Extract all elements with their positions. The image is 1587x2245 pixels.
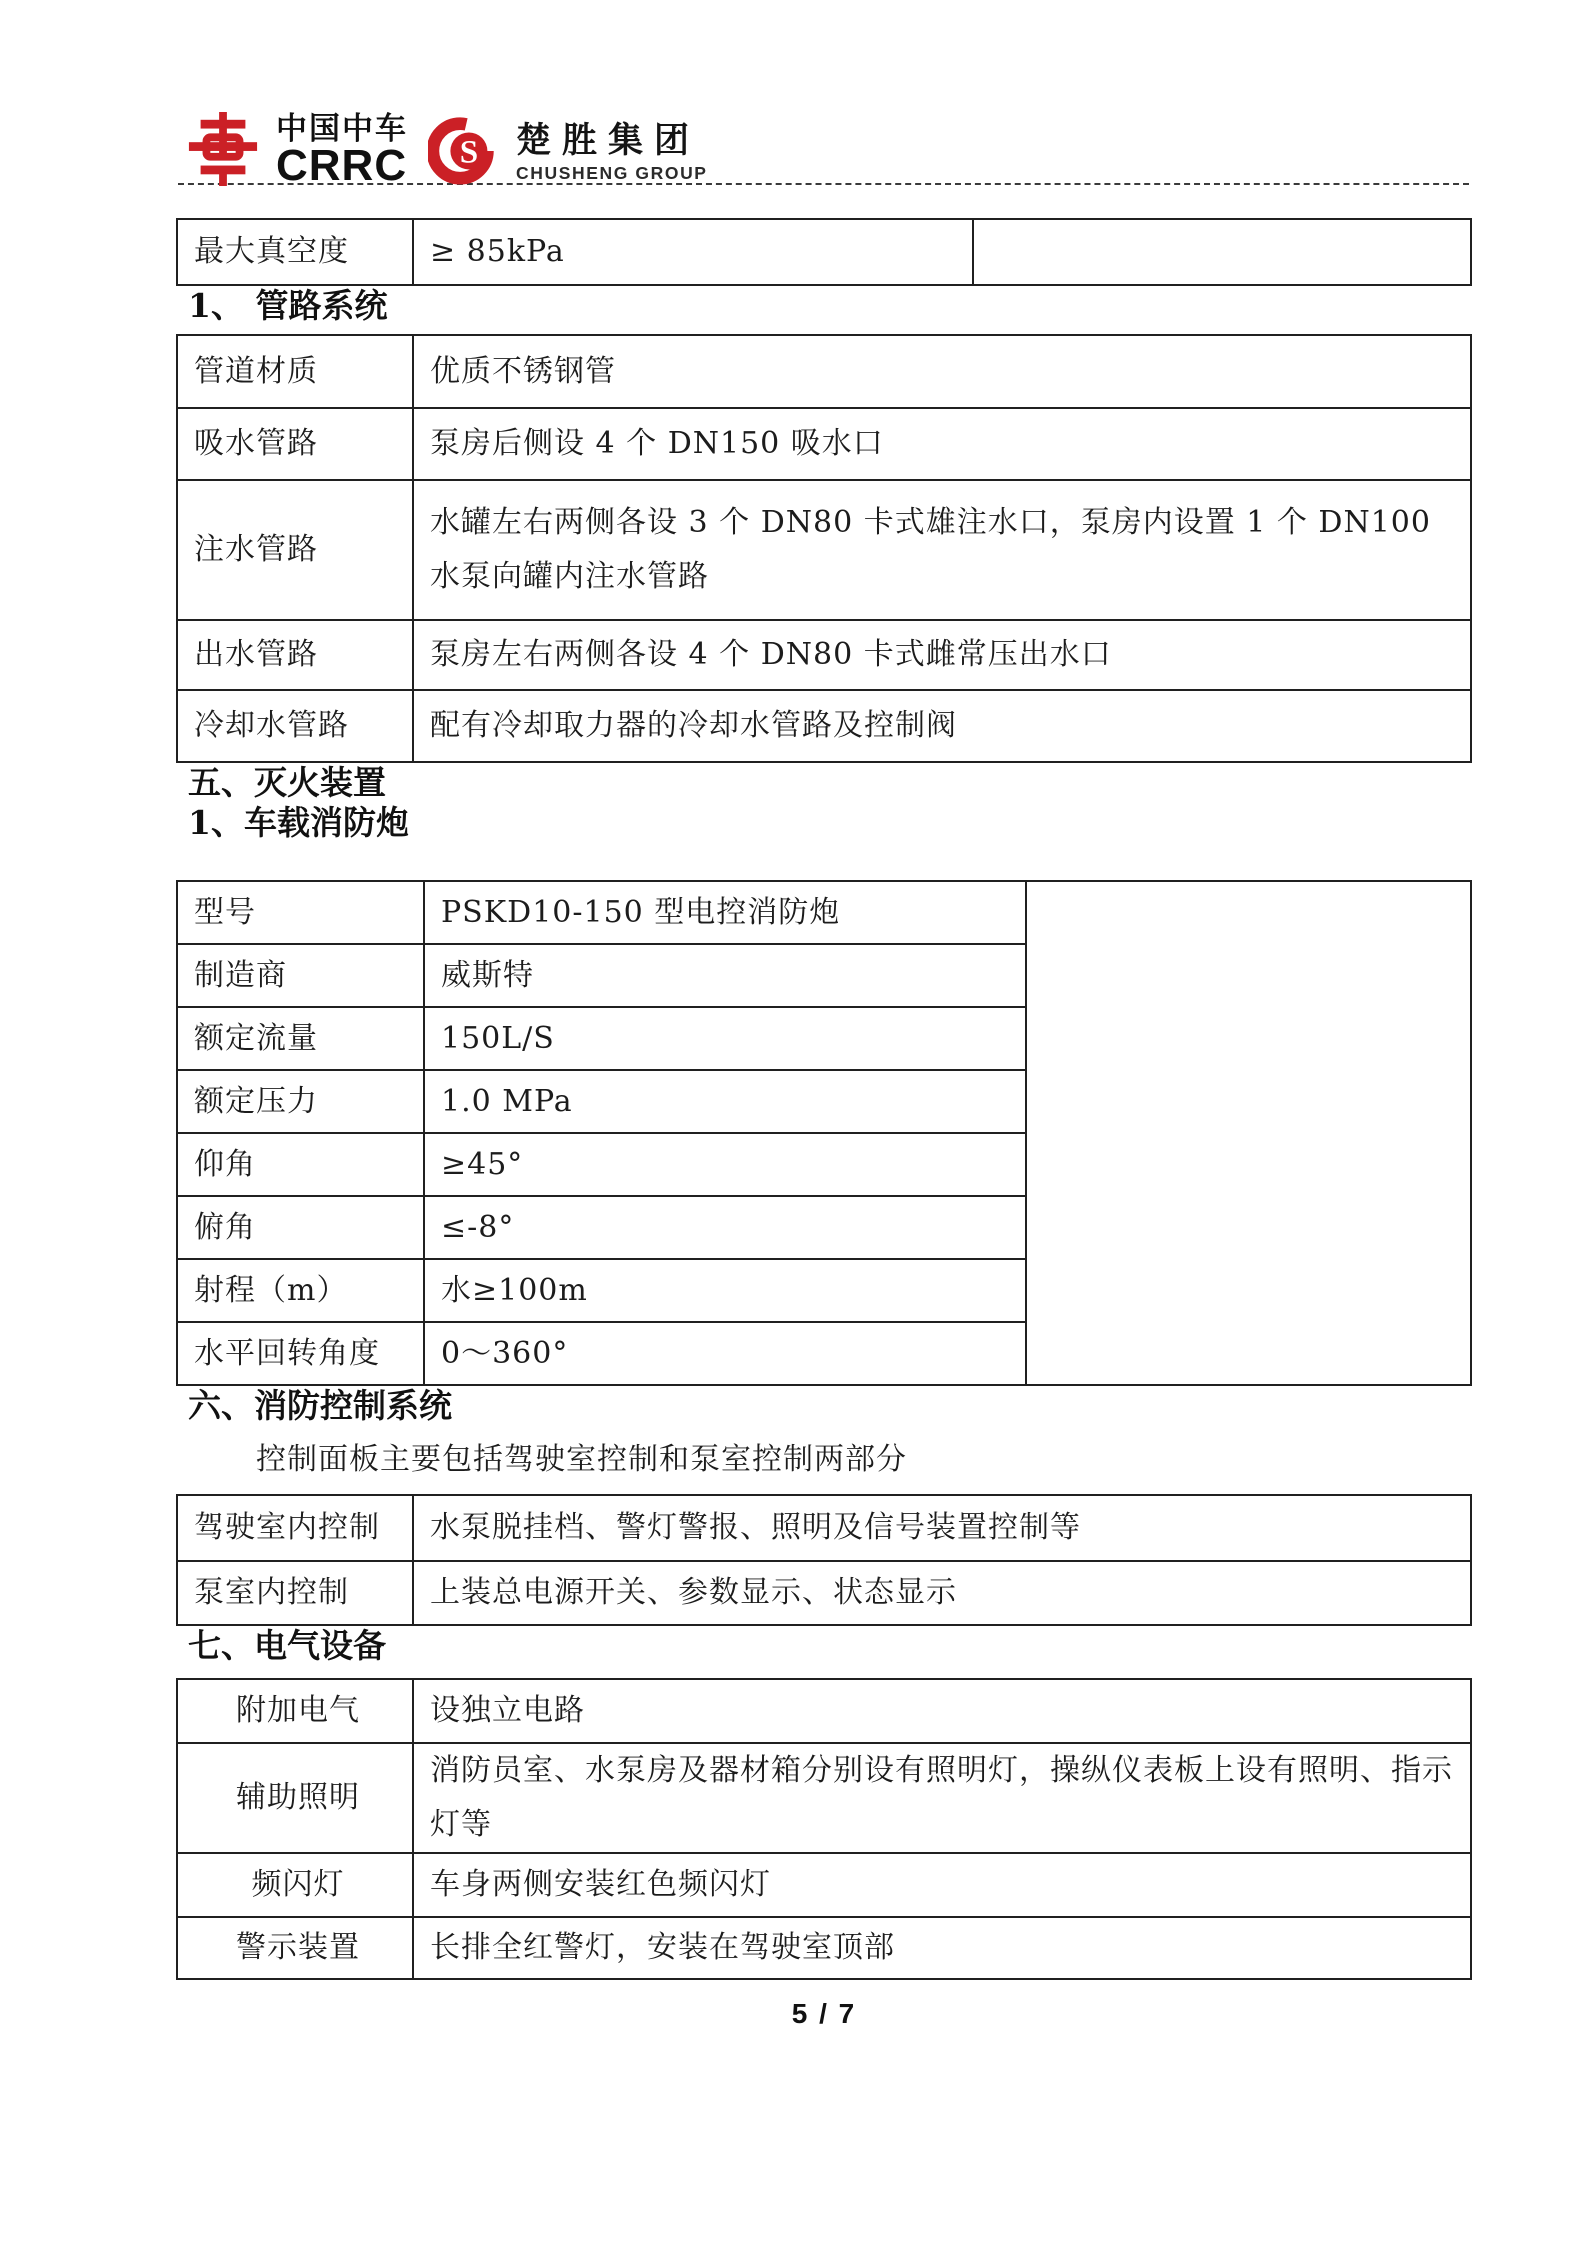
row-cab-control	[177, 1495, 1471, 1561]
control-table	[176, 1494, 1472, 1626]
svg-text:S: S	[459, 134, 479, 171]
spec-value: ≥45°	[424, 1133, 1026, 1196]
spec-value: 0～360°	[424, 1322, 1026, 1385]
spec-value: 长排全红警灯，安装在驾驶室顶部	[413, 1917, 1471, 1979]
spec-value: 消防员室、水泵房及器材箱分别设有照明灯，操纵仪表板上设有照明、指示灯等	[413, 1743, 1471, 1853]
row-max-vacuum	[177, 219, 1471, 285]
spec-label: 额定流量	[177, 1007, 424, 1070]
row-auxiliary-lighting	[177, 1743, 1471, 1853]
spec-value: 泵房左右两侧各设 4 个 DN80 卡式雌常压出水口	[413, 620, 1471, 690]
spec-value: 配有冷却取力器的冷却水管路及控制阀	[413, 690, 1471, 762]
row-model	[177, 881, 1471, 944]
row-discharge-line	[177, 620, 1471, 690]
spec-value: ≥ 85kPa	[413, 219, 973, 285]
spec-label: 泵室内控制	[177, 1561, 413, 1625]
spec-value: PSKD10-150 型电控消防炮	[424, 881, 1026, 944]
row-additional-electric	[177, 1679, 1471, 1743]
spec-value: ≤-8°	[424, 1196, 1026, 1259]
spec-label: 额定压力	[177, 1070, 424, 1133]
spec-value: 150L/S	[424, 1007, 1026, 1070]
spec-label: 射程（m）	[177, 1259, 424, 1322]
row-filling-line	[177, 480, 1471, 620]
spec-label: 管道材质	[177, 335, 413, 408]
spec-label: 最大真空度	[177, 219, 413, 285]
crrc-emblem-icon	[188, 112, 258, 186]
row-warning-device	[177, 1917, 1471, 1979]
row-strobe-light	[177, 1853, 1471, 1917]
spec-label: 驾驶室内控制	[177, 1495, 413, 1561]
spec-label: 水平回转角度	[177, 1322, 424, 1385]
spec-label: 出水管路	[177, 620, 413, 690]
spec-value: 泵房后侧设 4 个 DN150 吸水口	[413, 408, 1471, 480]
heading-extinguishing-device: 五、灭火装置	[188, 763, 386, 802]
spec-value: 车身两侧安装红色频闪灯	[413, 1853, 1471, 1917]
pipeline-table	[176, 334, 1472, 763]
heading-fire-cannon: 1、车载消防炮	[188, 803, 409, 842]
spec-value: 优质不锈钢管	[413, 335, 1471, 408]
page-number: 5 / 7	[791, 1998, 857, 2029]
electrical-table	[176, 1678, 1472, 1980]
spec-label: 附加电气	[177, 1679, 413, 1743]
spec-label: 注水管路	[177, 480, 413, 620]
spec-value: 威斯特	[424, 944, 1026, 1007]
spec-note-empty	[973, 219, 1471, 285]
crrc-logo	[188, 111, 408, 190]
control-intro-text: 控制面板主要包括驾驶室控制和泵室控制两部分	[256, 1442, 907, 1477]
row-pipe-material	[177, 335, 1471, 408]
row-suction-line	[177, 408, 1471, 480]
spec-value: 水泵脱挂档、警灯警报、照明及信号装置控制等	[413, 1495, 1471, 1561]
fire-cannon-table	[176, 880, 1472, 1386]
spec-note-empty	[1026, 881, 1471, 1385]
spec-label: 俯角	[177, 1196, 424, 1259]
heading-fire-control-system: 六、消防控制系统	[188, 1386, 452, 1425]
spec-label: 吸水管路	[177, 408, 413, 480]
spec-label: 制造商	[177, 944, 424, 1007]
spec-label: 警示装置	[177, 1917, 413, 1979]
heading-pipeline-system: 1、 管路系统	[188, 286, 388, 325]
spec-label: 型号	[177, 881, 424, 944]
crrc-name-zh: 中国中车	[276, 111, 408, 146]
vacuum-table	[176, 218, 1472, 286]
page-footer	[176, 1998, 1472, 2030]
chusheng-name-en: CHUSHENG GROUP	[516, 163, 708, 183]
spec-value: 水罐左右两侧各设 3 个 DN80 卡式雄注水口，泵房内设置 1 个 DN100 水泵向罐内注水管路	[413, 480, 1471, 620]
spec-value: 设独立电路	[413, 1679, 1471, 1743]
page-header	[178, 0, 1469, 190]
document-body	[176, 218, 1472, 1980]
row-pump-room-control	[177, 1561, 1471, 1625]
spec-label: 频闪灯	[177, 1853, 413, 1917]
spec-label: 冷却水管路	[177, 690, 413, 762]
chusheng-name-zh: 楚胜集团	[516, 121, 701, 160]
spec-value: 水≥100m	[424, 1259, 1026, 1322]
crrc-logo-text	[276, 111, 408, 190]
chusheng-emblem-icon	[428, 112, 502, 186]
heading-electrical-equipment: 七、电气设备	[188, 1626, 386, 1665]
spec-label: 仰角	[177, 1133, 424, 1196]
spec-value: 上装总电源开关、参数显示、状态显示	[413, 1561, 1471, 1625]
logo-row	[178, 0, 1469, 190]
spec-label: 辅助照明	[177, 1743, 413, 1853]
chusheng-logo	[428, 112, 708, 186]
crrc-name-en: CRRC	[276, 141, 408, 190]
chusheng-logo-text	[516, 120, 708, 186]
spec-value: 1.0 MPa	[424, 1070, 1026, 1133]
row-cooling-line	[177, 690, 1471, 762]
